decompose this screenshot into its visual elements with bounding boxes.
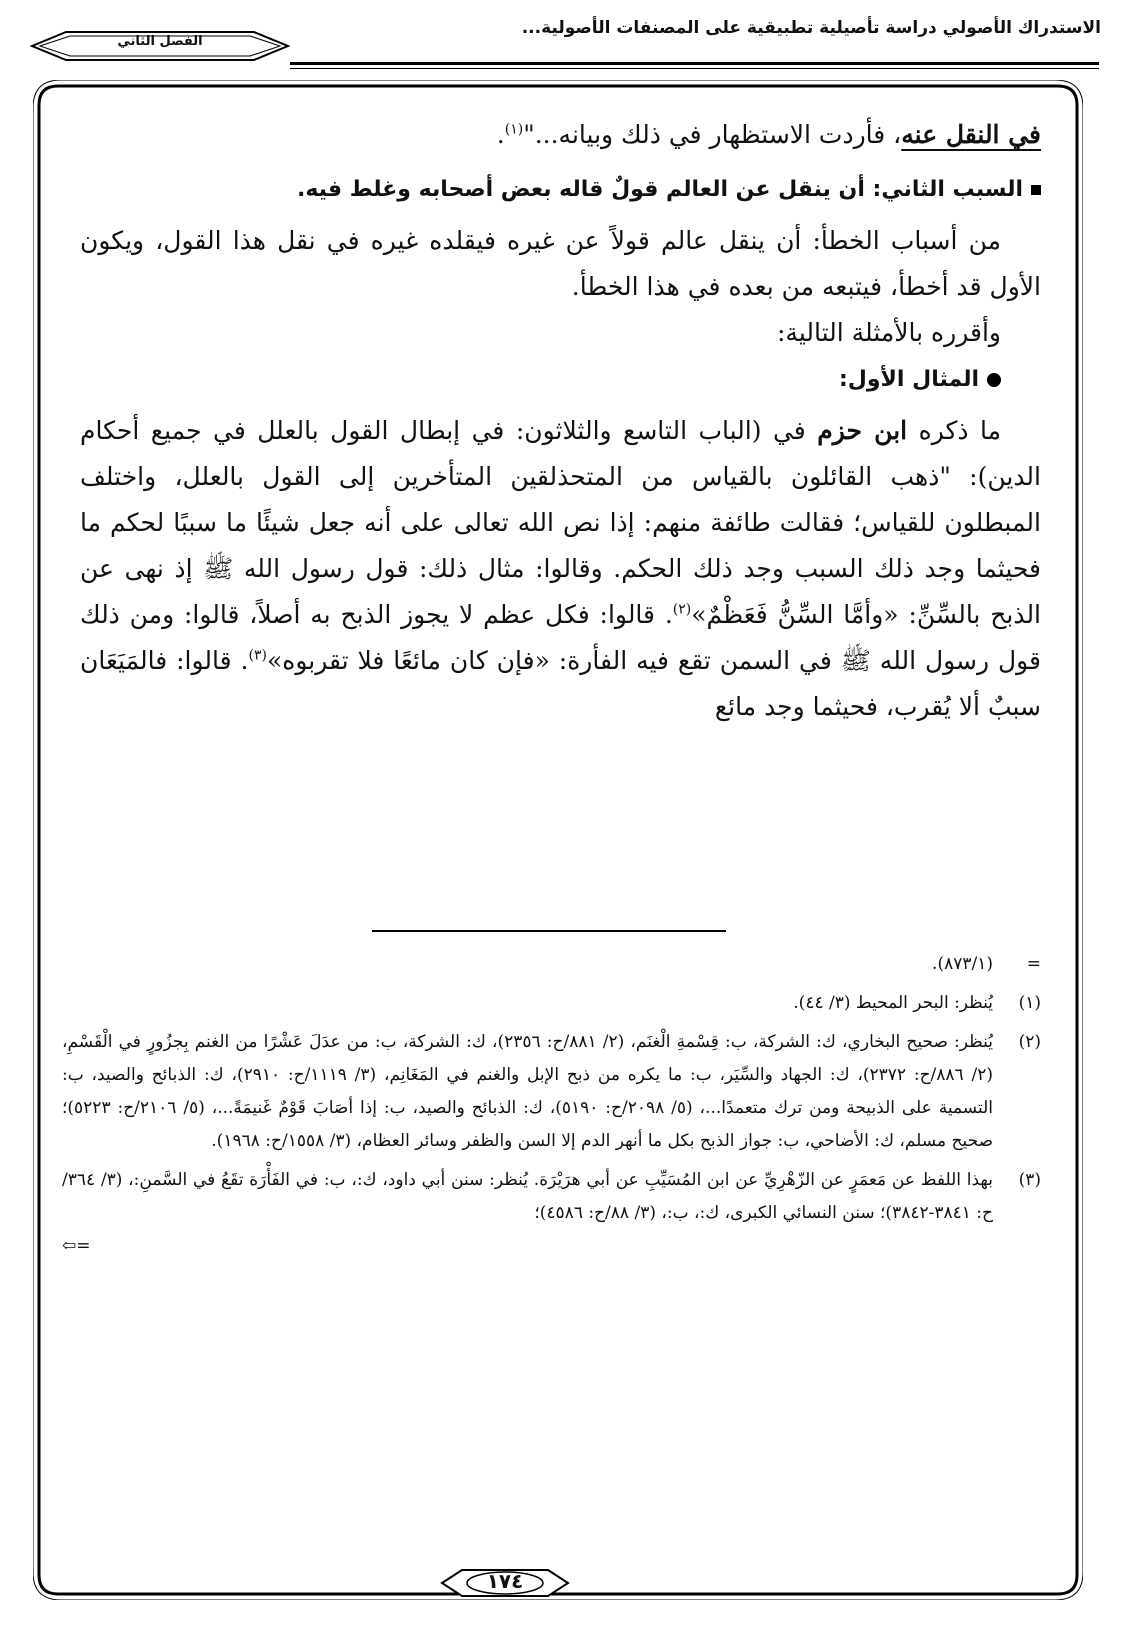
footnotes — [62, 948, 1041, 1269]
footnote-text: يُنظر: صحيح البخاري، ك: الشركة، ب: قِسْمةِ الْغنَم، (٢/ ٨٨١/ح: ٢٣٥٦)، ك: الشركة، ب: من عدَلَ عَشْرًا من الغنم بِجزُورٍ في الْقَسْمِ، (٢/ ٨٨٦/ح: ٢٣٧٢)، ك: الجهاد والسِّيَر، ب: ما يكره من ذبح الإبل والغنم في المَغَانِم، (٣/ ١١١٩/ح: ٢٩١٠)، ك: الذبائح والصيد، ب: التسمية على الذبيحة ومن ترك متعمدًا...، (٥/ ٢٠٩٨/ح: ٥١٩٠)، ك: الذبائح والصيد، ب: إذا أصَابَ قَوْمٌ غَنيمَةً...، (٥/ ٢١٠٦/ح: ٥٢٢٣)؛ صحيح مسلم، ك: الأضاحي، ب: جواز الذبح بكل ما أنهر الدم إلا السن والظفر وسائر العظام، (٣/ ١٥٥٨/ح: ١٩٦٨). — [62, 1032, 993, 1151]
paragraph-3: وأقرره بالأمثلة التالية: — [777, 318, 1001, 347]
author-name: ابن حزم — [817, 416, 908, 445]
page-number: ١٧٤ — [486, 1569, 524, 1593]
footnote-text: بهذا اللفظ عن مَعمَرٍ عن الزّهْرِيِّ عن ابن المُسَيِّبِ عن أبي هرَيْرَة. يُنظر: سنن أبي داود، ك:، ب: في الفَأْرَة تقَعُ في السَّمنِ:، (٣/ ٣٦٤/ح: ٣٨٤١-٣٨٤٢)؛ سنن النسائي الكبرى، ك:، ب:، (٣/ ٨٨/ح: ٤٥٨٦)؛ — [62, 1170, 993, 1223]
footnote-separator — [372, 930, 726, 932]
footnote-ref-1[interactable]: (١) — [504, 121, 524, 138]
footnote-number: (٣) — [1018, 1170, 1041, 1190]
chapter-label: الفصل الثاني — [117, 34, 203, 49]
paragraph-4-a: ما ذكره — [907, 416, 1001, 445]
section-heading-reason-2 — [80, 168, 1041, 212]
footnote-text: (٨٧٣/١). — [932, 954, 993, 974]
paragraph-1-end: . — [496, 120, 505, 149]
footnote-number: (٢) — [1018, 1032, 1041, 1052]
paragraph-4-b: في (الباب التاسع والثلاثون: في إبطال القول بالعلل في جميع أحكام الدين): "ذهب القائلون بالقياس من المتحذلقين المتأخرين إلى القول بالعلل، واختلف المبطلون للقياس؛ فقالت طائفة منهم: إذا نص الله تعالى على أنه جعل شيئًا ما سببًا لحكم ما فحيثما وجد ذلك السبب وجد ذلك الحكم. وقالوا: مثال ذلك: قول رسول الله ﷺ إذ نهى عن الذبح بالسِّنِّ: «وأمَّا السِّنُّ فَعَظْمٌ» — [80, 416, 1042, 629]
header-rule — [290, 62, 1099, 65]
example-heading — [80, 358, 1001, 402]
square-bullet-icon — [1031, 185, 1041, 195]
book-title: الاستدراك الأصولي دراسة تأصيلية تطبيقية على المصنفات الأصولية... — [521, 18, 1101, 38]
footnote-number: (١) — [1018, 993, 1041, 1013]
footnote-1 — [62, 987, 1041, 1020]
continuation-arrow-icon: ⇦= — [62, 1236, 91, 1256]
footnote-text: يُنظر: البحر المحيط (٣/ ٤٤). — [793, 993, 993, 1013]
circle-bullet-icon — [987, 373, 1001, 387]
paragraph-1-text: ، فأردت الاستظهار في ذلك وبيانه..." — [523, 120, 902, 149]
paragraph-1 — [80, 112, 1041, 158]
paragraph-4-d: . قالوا: فالمَيَعَان سببٌ ألا يُقرب، فحيثما وجد مائع — [80, 646, 1041, 721]
underlined-phrase: في النقل عنه — [901, 120, 1041, 149]
paragraph-4 — [80, 408, 1041, 730]
paragraph-4-c: . قالوا: فكل عظم لا يجوز الذبح به أصلاً، قالوا: ومن ذلك قول رسول الله ﷺ في السمن تقع فيه الفأرة: «فإن كان مائعًا فلا تقربوه» — [80, 600, 1042, 675]
footnote-3 — [62, 1164, 1041, 1263]
footnote-2 — [62, 1026, 1041, 1158]
main-content — [80, 112, 1041, 730]
footnote-ref-2[interactable]: (٢) — [672, 601, 692, 618]
heading-text: السبب الثاني: أن ينقل عن العالم قولٌ قاله بعض أصحابه وغلط فيه. — [296, 177, 1023, 202]
footnote-ref-3[interactable]: (٣) — [248, 647, 267, 664]
page-number-badge — [440, 1566, 570, 1600]
paragraph-2: من أسباب الخطأ: أن ينقل عالم قولاً عن غيره فيقلده غيره في نقل هذا القول، ويكون الأول قد أخطأ، فيتبعه من بعده في هذا الخطأ. — [80, 226, 1041, 301]
footnote-continued — [62, 948, 1041, 981]
header-rule-thin — [290, 68, 1099, 69]
chapter-tab — [30, 28, 290, 64]
example-heading-text: المثال الأول: — [838, 367, 979, 392]
footnote-marker: = — [1026, 954, 1041, 974]
